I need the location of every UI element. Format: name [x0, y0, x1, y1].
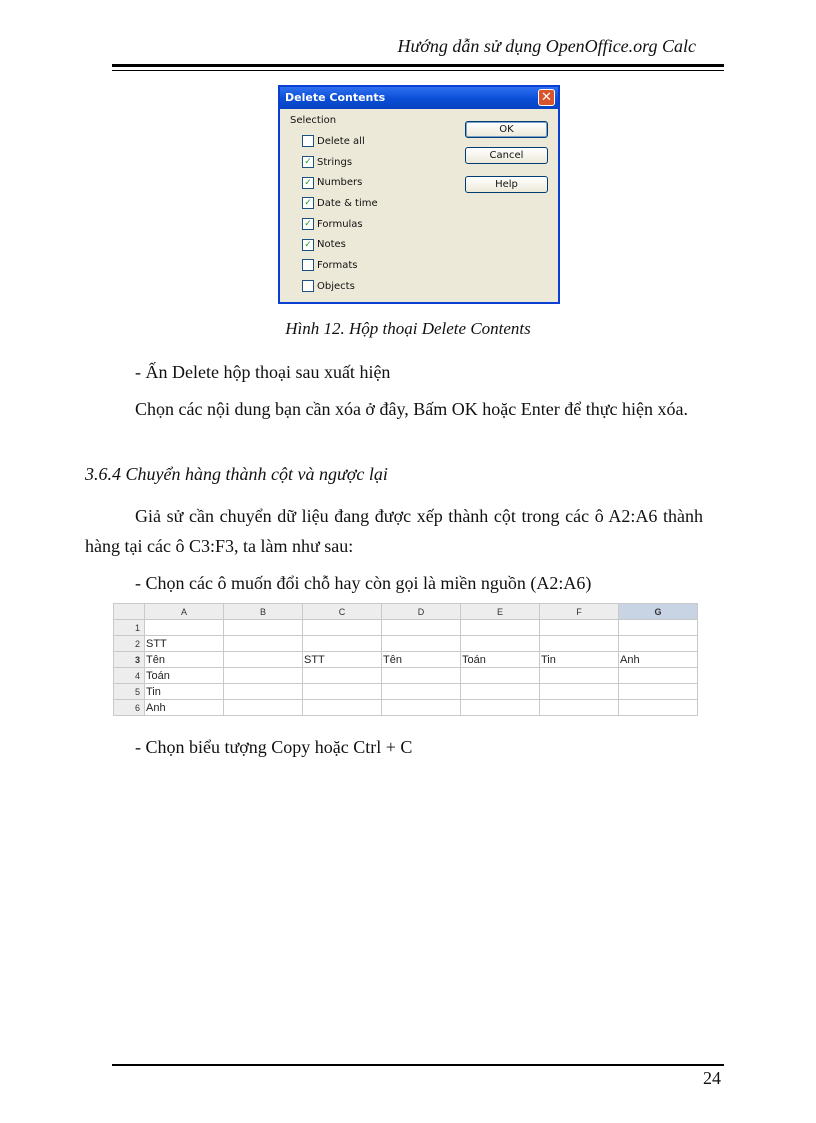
paragraph-transpose-intro: Giả sử cần chuyển dữ liệu đang được xếp thành cột trong các ô A2:A6 thành hàng tại các ô C3:F3, ta làm như sau:: [85, 506, 703, 556]
column-header-e[interactable]: E: [461, 604, 540, 620]
checkbox-row[interactable]: [302, 152, 378, 173]
cell[interactable]: [224, 620, 303, 636]
checkbox-row[interactable]: [302, 255, 378, 276]
cell[interactable]: [540, 684, 619, 700]
row-header[interactable]: 5: [114, 684, 145, 700]
checkbox-label: Delete all: [317, 135, 365, 147]
column-header-c[interactable]: C: [303, 604, 382, 620]
row-header[interactable]: 4: [114, 668, 145, 684]
cell[interactable]: Tên: [145, 652, 224, 668]
checkbox-row[interactable]: [302, 172, 378, 193]
table-row: [114, 636, 698, 652]
column-header-a[interactable]: A: [145, 604, 224, 620]
footer-rule: [112, 1064, 724, 1066]
cell[interactable]: [619, 636, 698, 652]
cell[interactable]: [619, 700, 698, 716]
page-header-title: Hướng dẫn sử dụng OpenOffice.org Calc: [397, 36, 696, 56]
checkbox-row[interactable]: [302, 234, 378, 255]
table-row: [114, 684, 698, 700]
cell[interactable]: [382, 684, 461, 700]
cell[interactable]: Tin: [540, 652, 619, 668]
cell[interactable]: [382, 700, 461, 716]
checkbox-checked[interactable]: ✓: [302, 218, 314, 230]
paragraph-choose-content: Chọn các nội dung bạn cần xóa ở đây, Bấm OK hoặc Enter để thực hiện xóa.: [135, 399, 688, 419]
delete-contents-dialog: [278, 85, 560, 304]
corner-cell[interactable]: [114, 604, 145, 620]
cell[interactable]: [303, 668, 382, 684]
cell[interactable]: Tên: [382, 652, 461, 668]
table-row: [114, 652, 698, 668]
row-header[interactable]: 6: [114, 700, 145, 716]
checkbox-label: Formats: [317, 259, 358, 271]
cell[interactable]: [461, 620, 540, 636]
checkbox-label: Formulas: [317, 218, 363, 230]
cancel-button[interactable]: Cancel: [465, 147, 548, 164]
checkbox-label: Objects: [317, 280, 355, 292]
checkbox-row[interactable]: [302, 276, 378, 297]
row-header[interactable]: 2: [114, 636, 145, 652]
checkbox-list: [302, 131, 378, 297]
cell[interactable]: Toán: [145, 668, 224, 684]
cell[interactable]: [303, 684, 382, 700]
close-icon[interactable]: ✕: [538, 89, 555, 106]
cell[interactable]: [540, 636, 619, 652]
dialog-title: Delete Contents: [285, 91, 386, 104]
cell[interactable]: [224, 684, 303, 700]
cell[interactable]: [303, 700, 382, 716]
checkbox-checked[interactable]: ✓: [302, 197, 314, 209]
page-number: 24: [703, 1068, 721, 1088]
figure-caption: Hình 12. Hộp thoại Delete Contents: [285, 319, 531, 338]
cell[interactable]: [382, 620, 461, 636]
header-rule: [112, 64, 724, 67]
cell[interactable]: [224, 700, 303, 716]
cell[interactable]: [303, 636, 382, 652]
table-row: [114, 620, 698, 636]
cell[interactable]: [224, 668, 303, 684]
paragraph-delete-instruction: - Ấn Delete hộp thoại sau xuất hiện: [135, 362, 391, 382]
header-rule-thin: [112, 70, 724, 71]
cell[interactable]: [224, 652, 303, 668]
ok-button[interactable]: OK: [465, 121, 548, 138]
cell[interactable]: STT: [145, 636, 224, 652]
cell[interactable]: [382, 668, 461, 684]
cell[interactable]: Anh: [619, 652, 698, 668]
checkbox-row[interactable]: [302, 214, 378, 235]
table-row: [114, 700, 698, 716]
checkbox-label: Notes: [317, 239, 346, 251]
checkbox-label: Numbers: [317, 177, 363, 189]
cell[interactable]: [461, 684, 540, 700]
dialog-titlebar: [280, 87, 558, 109]
column-header-b[interactable]: B: [224, 604, 303, 620]
cell[interactable]: [540, 620, 619, 636]
cell[interactable]: [382, 636, 461, 652]
table-row: [114, 668, 698, 684]
checkbox-checked[interactable]: ✓: [302, 177, 314, 189]
row-header[interactable]: 3: [114, 652, 145, 668]
cell[interactable]: [540, 668, 619, 684]
checkbox-unchecked[interactable]: [302, 280, 314, 292]
checkbox-unchecked[interactable]: [302, 259, 314, 271]
cell[interactable]: [461, 668, 540, 684]
checkbox-checked[interactable]: ✓: [302, 156, 314, 168]
paragraph-select-source: - Chọn các ô muốn đổi chỗ hay còn gọi là miền nguồn (A2:A6): [135, 573, 592, 593]
cell[interactable]: [461, 636, 540, 652]
spreadsheet-table: [113, 603, 698, 716]
column-header-f[interactable]: F: [540, 604, 619, 620]
cell[interactable]: STT: [303, 652, 382, 668]
help-button[interactable]: Help: [465, 176, 548, 193]
cell[interactable]: [540, 700, 619, 716]
cell[interactable]: [145, 620, 224, 636]
cell[interactable]: [303, 620, 382, 636]
cell[interactable]: Toán: [461, 652, 540, 668]
paragraph-copy-instruction: - Chọn biểu tượng Copy hoặc Ctrl + C: [135, 737, 413, 757]
checkbox-row[interactable]: [302, 193, 378, 214]
column-header-d[interactable]: D: [382, 604, 461, 620]
cell[interactable]: Tin: [145, 684, 224, 700]
row-header[interactable]: 1: [114, 620, 145, 636]
cell[interactable]: [461, 700, 540, 716]
cell[interactable]: Anh: [145, 700, 224, 716]
checkbox-label: Date & time: [317, 197, 378, 209]
section-heading: 3.6.4 Chuyển hàng thành cột và ngược lại: [85, 464, 388, 484]
checkbox-unchecked[interactable]: [302, 135, 314, 147]
checkbox-label: Strings: [317, 156, 353, 168]
column-header-g[interactable]: G: [619, 604, 698, 620]
cell[interactable]: [619, 668, 698, 684]
selection-group-label: Selection: [290, 115, 337, 126]
checkbox-checked[interactable]: ✓: [302, 239, 314, 251]
cell[interactable]: [619, 684, 698, 700]
checkbox-row[interactable]: [302, 131, 378, 152]
cell[interactable]: [619, 620, 698, 636]
cell[interactable]: [224, 636, 303, 652]
